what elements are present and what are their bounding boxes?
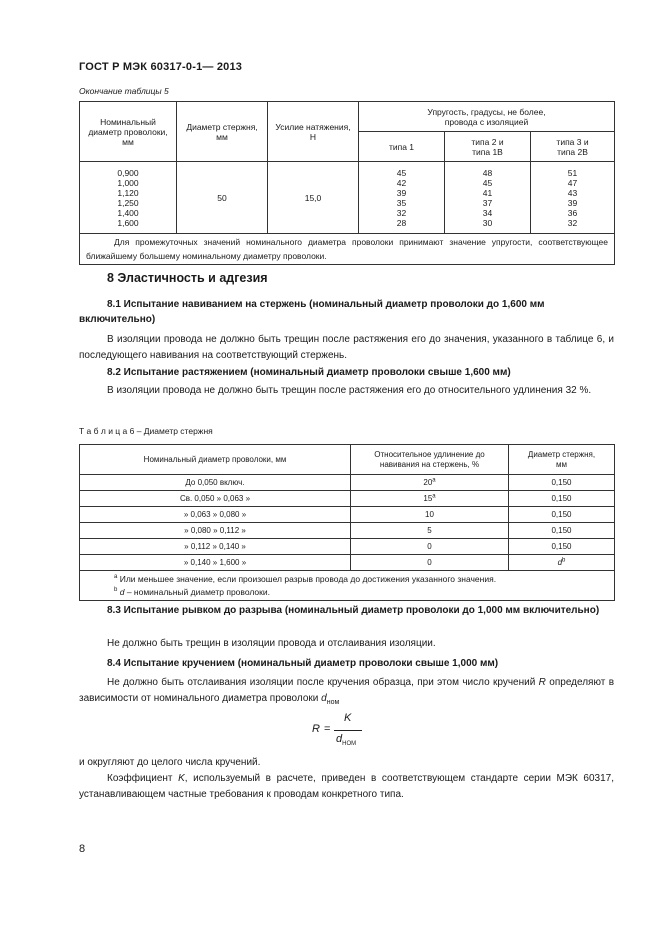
t5-head-rod: Диаметр стержня, мм — [177, 102, 268, 162]
t5-type2-values: 48 45 41 37 34 30 — [445, 162, 531, 234]
t5-type3-values: 51 47 43 39 36 32 — [531, 162, 615, 234]
t5-head-diameter: Номинальный диаметр проволоки, мм — [80, 102, 177, 162]
s82-text: В изоляции провода не должно быть трещин после растяжения его до относительного удлинения 32 %. — [107, 385, 592, 396]
t5-head-type1: типа 1 — [359, 132, 445, 162]
t5-head-elasticity: Упругость, градусы, не более, провода с изоляцией — [359, 102, 615, 132]
s81-text: В изоляции провода не должно быть трещин после растяжения его до значения, указанного в таблице 6, и последующего навивания на соответствующий стержень. — [79, 334, 614, 361]
table6-caption: Т а б л и ц а 6 – Диаметр стержня — [79, 426, 213, 436]
table-row: » 0,063 » 0,080 » 10 0,150 — [80, 507, 615, 523]
s84-text1: Не должно быть отслаивания изоляции после кручения образца, при этом число кручений R определяют в зависимости от номинального диаметра проволоки $d_{ном}$ — [79, 677, 615, 706]
t5-note: Для промежуточных значений номинального диаметра проволоки принимают значение упругости, соответствующее ближайшему большему номинальному диаметру проволоки. — [80, 234, 615, 265]
table-row: » 0,112 » 0,140 » 0 0,150 — [80, 539, 615, 555]
document-header: ГОСТ Р МЭК 60317-0-1— 2013 — [79, 61, 243, 73]
s84-text2: и округляют до целого числа кручений. — [79, 757, 261, 768]
s83-text: Не должно быть трещин в изоляции провода и отслаивания изоляции. — [107, 638, 436, 649]
table5 — [79, 101, 615, 265]
page-number: 8 — [79, 843, 86, 855]
t6-head-rod: Диаметр стержня, мм — [509, 445, 615, 475]
t5-head-type3: типа 3 и типа 2В — [531, 132, 615, 162]
t5-tension-value: 15,0 — [268, 162, 359, 234]
t6-head-elongation: Относительное удлинение до навивания на стержень, % — [351, 445, 509, 475]
t5-head-type2: типа 2 и типа 1В — [445, 132, 531, 162]
table-row: Св. 0,050 » 0,063 » 15$^a$ 0,150 — [80, 491, 615, 507]
t5-type1-values: 45 42 39 35 32 28 — [359, 162, 445, 234]
formula: R = K $d_{НОМ}$ — [312, 712, 372, 752]
s84-title: 8.4 Испытание кручением (номинальный диаметр проволоки свыше 1,000 мм) — [107, 658, 499, 669]
section8-title: 8 Эластичность и адгезия — [107, 271, 268, 285]
table5-caption: Окончание таблицы 5 — [79, 86, 169, 96]
t5-head-tension: Усилие натяжения, Н — [268, 102, 359, 162]
s81-title: 8.1 Испытание навиванием на стержень (номинальный диаметр проволоки до 1,600 мм включительно) — [79, 299, 545, 325]
s84-text3: Коэффициент K, используемый в расчете, приведен в соответствующем стандарте серии МЭК 60317, устанавливающем частные требования к проводам конкретного типа. — [79, 773, 615, 800]
t6-head-diameter: Номинальный диаметр проволоки, мм — [80, 445, 351, 475]
fraction-bar — [334, 730, 362, 731]
table-row: » 0,140 » 1,600 » 0 $d^b$ — [80, 555, 615, 571]
table-row: До 0,050 включ. 20$^a$ 0,150 — [80, 475, 615, 491]
t5-diameters: 0,900 1,000 1,120 1,250 1,400 1,600 — [80, 162, 177, 234]
s83-title: 8.3 Испытание рывком до разрыва (номинальный диаметр проволоки до 1,000 мм включительно) — [107, 605, 600, 616]
table-row: » 0,080 » 0,112 » 5 0,150 — [80, 523, 615, 539]
s82-title: 8.2 Испытание растяжением (номинальный диаметр проволоки свыше 1,600 мм) — [107, 367, 511, 378]
t5-rod-value: 50 — [177, 162, 268, 234]
table6 — [79, 444, 615, 601]
t6-footnotes: $^a$ Или меньшее значение, если произошел разрыв провода до достижения указанного значения. $^b$ d – номинальный диаметр проволоки. — [80, 571, 615, 601]
